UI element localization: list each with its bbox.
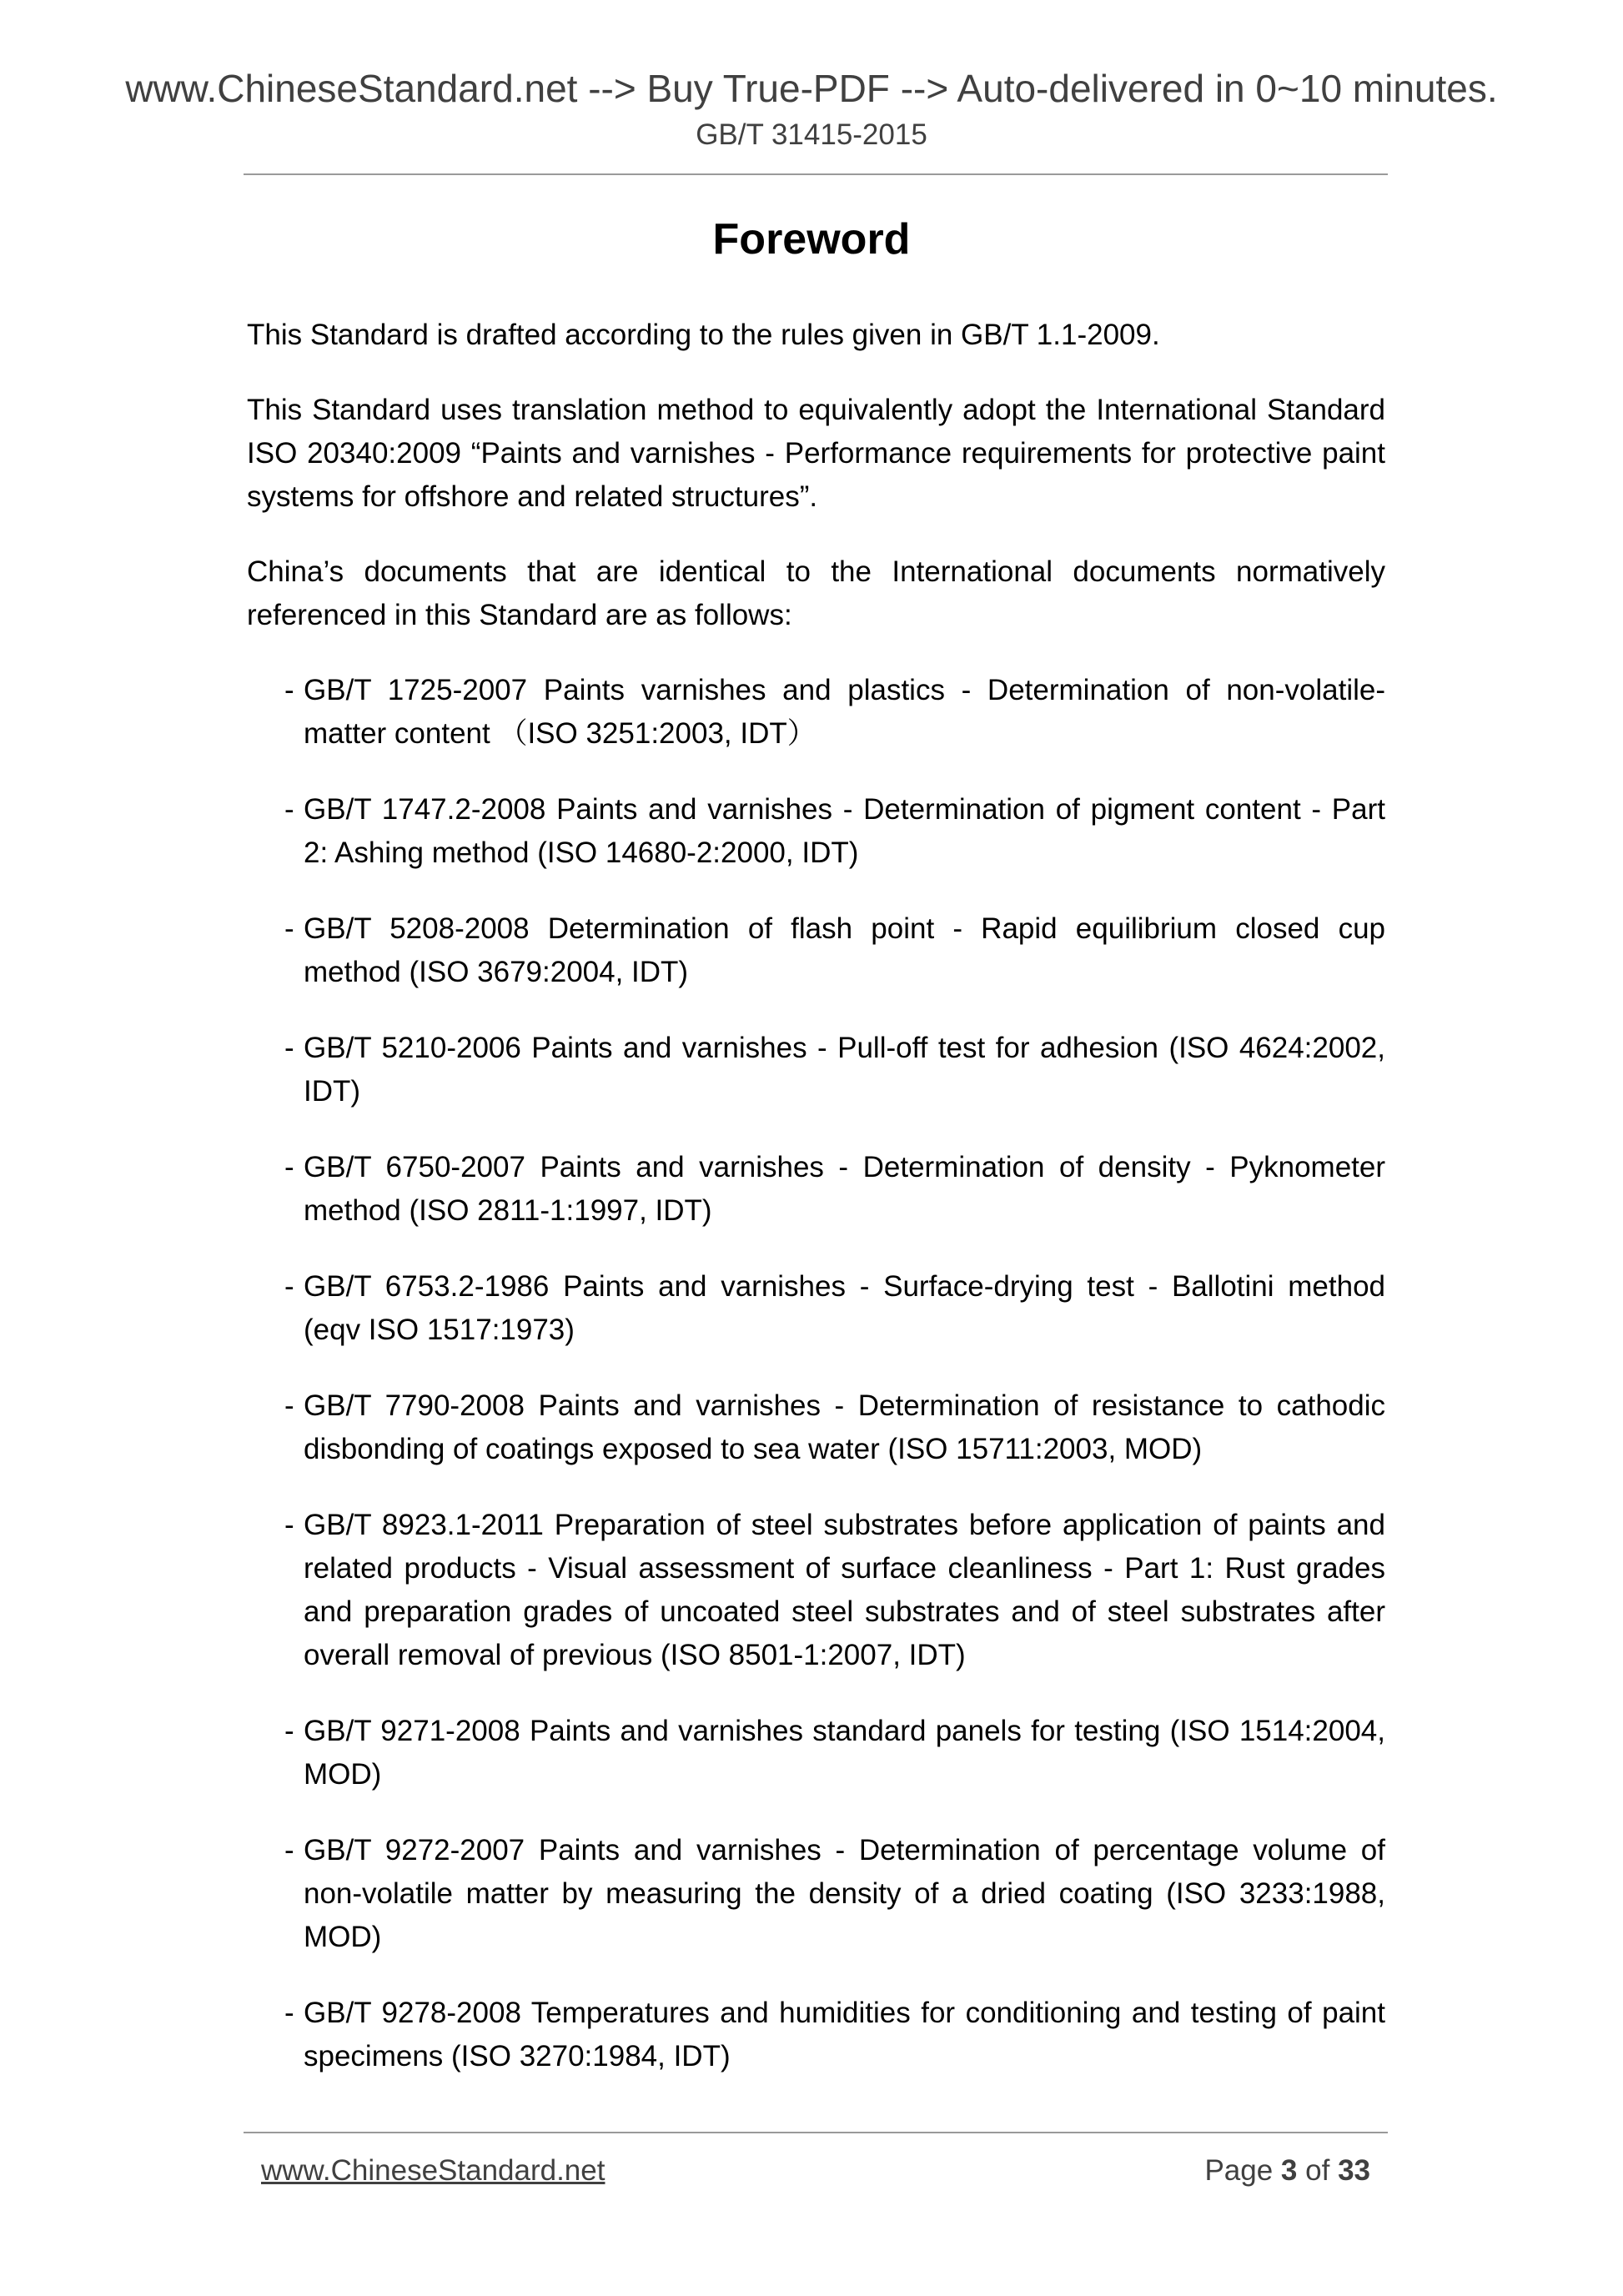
list-item: - GB/T 5210-2006 Paints and varnishes - Pull-off test for adhesion (ISO 4624:2002, IDT) — [284, 1032, 1385, 1108]
list-item: - GB/T 9271-2008 Paints and varnishes standard panels for testing (ISO 1514:2004, MOD) — [284, 1715, 1385, 1791]
list-item: - GB/T 6753.2-1986 Paints and varnishes - Surface-drying test - Ballotini method (eqv ISO 1517:1973) — [284, 1270, 1385, 1346]
total-pages: 33 — [1338, 2154, 1370, 2187]
reference-text: GB/T 6750-2007 Paints and varnishes - Determination of density - Pyknometer method (ISO 2811-1:1997, IDT) — [304, 1151, 1385, 1227]
list-item: - GB/T 9272-2007 Paints and varnishes - Determination of percentage volume of non-volatile matter by measuring the density of a dried coating (ISO 3233:1988, MOD) — [284, 1834, 1385, 1953]
paragraph-adoption: This Standard uses translation method to equivalently adopt the International Standard ISO 20340:2009 “Paints and varnishes - Performance requirements for protective paint systems for offshore and related structures”. — [247, 394, 1385, 513]
reference-text: GB/T 5210-2006 Paints and varnishes - Pull-off test for adhesion (ISO 4624:2002, IDT) — [304, 1032, 1385, 1108]
reference-text: GB/T 1725-2007 Paints varnishes and plastics - Determination of non-volatile-matter content （ISO 3251:2003, IDT） — [304, 674, 1385, 750]
page-number — [1204, 2152, 1370, 2190]
footer-website-link[interactable]: www.ChineseStandard.net — [261, 2154, 605, 2187]
current-page: 3 — [1280, 2154, 1298, 2187]
paragraph-drafting-rules: This Standard is drafted according to the rules given in GB/T 1.1-2009. — [247, 319, 1160, 351]
standard-code: GB/T 31415-2015 — [696, 118, 927, 151]
list-item: - GB/T 1725-2007 Paints varnishes and plastics - Determination of non-volatile-matter content （ISO 3251:2003, IDT） — [284, 674, 1385, 750]
reference-text: GB/T 5208-2008 Determination of flash point - Rapid equilibrium closed cup method (ISO 3679:2004, IDT) — [304, 912, 1385, 988]
document-body — [247, 314, 1385, 2111]
reference-text: GB/T 6753.2-1986 Paints and varnishes - Surface-drying test - Ballotini method (eqv ISO 1517:1973) — [304, 1270, 1385, 1346]
paragraph-references-intro: China’s documents that are identical to the International documents normatively referenced in this Standard are as follows: — [247, 555, 1385, 631]
list-item: - GB/T 7790-2008 Paints and varnishes - Determination of resistance to cathodic disbonding of coatings exposed to sea water (ISO 15711:2003, MOD) — [284, 1389, 1385, 1465]
list-item: - GB/T 8923.1-2011 Preparation of steel substrates before application of paints and related products - Visual assessment of surface cleanliness - Part 1: Rust grades and preparation grades of uncoated steel substrates and of steel substrates after overall removal of previous (ISO 8501-1:2007, IDT) — [284, 1509, 1385, 1671]
reference-text: GB/T 7790-2008 Paints and varnishes - Determination of resistance to cathodic disbonding of coatings exposed to sea water (ISO 15711:2003, MOD) — [304, 1389, 1385, 1465]
reference-text: GB/T 9271-2008 Paints and varnishes standard panels for testing (ISO 1514:2004, MOD) — [304, 1715, 1385, 1791]
reference-text: GB/T 9272-2007 Paints and varnishes - Determination of percentage volume of non-volatile matter by measuring the density of a dried coating (ISO 3233:1988, MOD) — [304, 1834, 1385, 1953]
page-title: Foreword — [712, 215, 911, 264]
list-item: - GB/T 9278-2008 Temperatures and humidities for conditioning and testing of paint specimens (ISO 3270:1984, IDT) — [284, 1997, 1385, 2072]
list-item: - GB/T 5208-2008 Determination of flash point - Rapid equilibrium closed cup method (ISO 3679:2004, IDT) — [284, 912, 1385, 988]
reference-text: GB/T 9278-2008 Temperatures and humidities for conditioning and testing of paint specimens (ISO 3270:1984, IDT) — [304, 1997, 1385, 2072]
page-label: Page — [1204, 2154, 1274, 2187]
reference-list — [247, 669, 1385, 2078]
list-item: - GB/T 6750-2007 Paints and varnishes - Determination of density - Pyknometer method (ISO 2811-1:1997, IDT) — [284, 1151, 1385, 1227]
footer-divider — [244, 2132, 1388, 2133]
page-of: of — [1305, 2154, 1330, 2187]
reference-text: GB/T 8923.1-2011 Preparation of steel substrates before application of paints and related products - Visual assessment of surface cleanliness - Part 1: Rust grades and preparation grades of uncoated steel substrates and of steel substrates after overall removal of previous (ISO 8501-1:2007, IDT) — [304, 1509, 1385, 1671]
header-banner: www.ChineseStandard.net --> Buy True-PDF --> Auto-delivered in 0~10 minutes. — [125, 67, 1498, 110]
header-divider — [244, 173, 1388, 175]
list-item: - GB/T 1747.2-2008 Paints and varnishes - Determination of pigment content - Part 2: Ashing method (ISO 14680-2:2000, IDT) — [284, 793, 1385, 869]
reference-text: GB/T 1747.2-2008 Paints and varnishes - Determination of pigment content - Part 2: Ashing method (ISO 14680-2:2000, IDT) — [304, 793, 1385, 869]
